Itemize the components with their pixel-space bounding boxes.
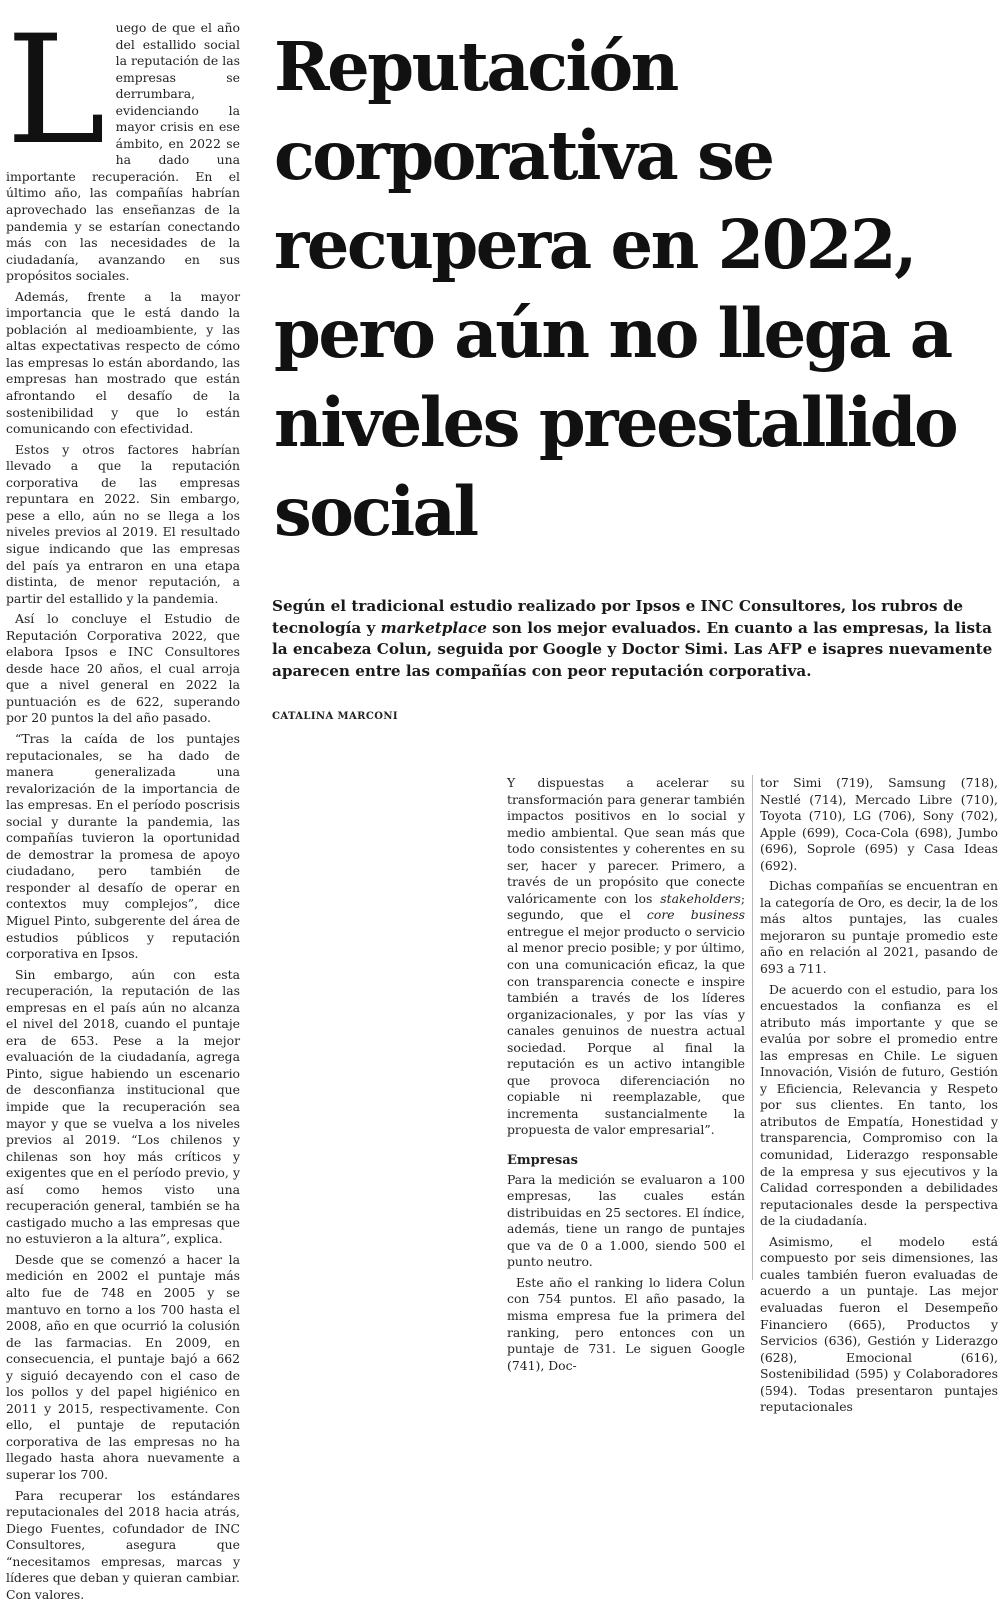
byline: CATALINA MARCONI [272, 711, 398, 722]
text-run: entregue el mejor producto o servicio al menor precio posible; y por último, con una comunicación eficaz, la que con transparencia conecte e inspire también a través de los líderes organizacionales, y por las vías y canales genuinos de nuestra actual sociedad. Porque al final la reputación es un activo intangible que provoca diferenciación no copiable ni reemplazable, que incrementa sustancialmente la propuesta de valor empresarial”. [507, 923, 745, 1138]
paragraph: Estos y otros factores habrían llevado a que la reputación corporativa de las empresas repuntara en 2022. Sin embargo, pese a ello, aún no se llega a los niveles previos al 2019. El resultado sigue indicando que las empresas del país ya entraron en una etapa distinta, de menor reputación, a partir del estallido y la pandemia. [6, 441, 240, 606]
standfirst-text-c: son los mejor evaluados. En cuanto a las empresas, la lista la encabeza Colun, seguida por Google y Doctor Simi. Las AFP e isapres nuevamente aparecen entre las compañías con peor reputación corporativa. [272, 618, 993, 680]
article-column-1 [6, 4, 240, 1607]
italic-run: stakeholders [660, 890, 741, 906]
paragraph: Desde que se comenzó a hacer la medición en 2002 el puntaje más alto fue de 748 en 2005 y se mantuvo en torno a los 700 hasta el 2008, año en que ocurrió la colusión de las farmacias. En 2009, en consecuencia, el puntaje bajó a 662 y siguió decayendo con el caso de los pollos y del papel higiénico en 2011 y 2015, respectivamente. Con ello, el puntaje de reputación corporativa de las empresas no ha llegado hasta ahora nuevamente a superar los 700. [6, 1251, 240, 1483]
paragraph: Asimismo, el modelo está compuesto por seis dimensiones, las cuales también fueron evaluadas de acuerdo a un puntaje. Las mejor evaluadas fueron el Desempeño Financiero (665), Productos y Servicios (636), Gestión y Liderazgo (628), Emocional (616), Sostenibilidad (595) y Colaboradores (594). Todas presentaron puntajes reputacionales [760, 1233, 998, 1415]
column-divider [752, 775, 753, 1280]
italic-run: core business [646, 907, 745, 923]
paragraph: tor Simi (719), Samsung (718), Nestlé (714), Mercado Libre (710), Toyota (710), LG (706), Sony (702), Apple (699), Coca-Cola (698), Jumbo (696), Soprole (695) y Casa Ideas (692). [760, 775, 998, 873]
article-column-3 [760, 775, 998, 1420]
paragraph: De acuerdo con el estudio, para los encuestados la confianza es el atributo más importante y que se evalúa por sobre el promedio entre las empresas en Chile. Le siguen Innovación, Visión de futuro, Gestión y Eficiencia, Relevancia y Respeto por sus clientes. En tanto, los atributos de Empatía, Honestidad y transparencia, Compromiso con la comunidad, Liderazgo responsable de la empresa y sus ejecutivos y la Calidad corresponden a debilidades reputacionales desde la perspectiva de la ciudadanía. [760, 981, 998, 1229]
text-run: ; segundo, que el [507, 890, 745, 923]
paragraph: uego de que el año del estallido social la reputación de las empresas se derrumbara, evidenciando la mayor crisis en ese ámbito, en 2022 se ha dado una importante recuperación. En el último año, las compañías habrían aprovechado las enseñanzas de la pandemia y se estarían conectando más con las necesidades de la ciudadanía, avanzando en sus propósitos sociales. [6, 20, 240, 284]
standfirst-italic: marketplace [380, 618, 487, 637]
paragraph: Así lo concluye el Estudio de Reputación Corporativa 2022, que elabora Ipsos e INC Consultores desde hace 20 años, el cual arroja que a nivel general en 2022 la puntuación es de 622, superando por 20 puntos la del año pasado. [6, 611, 240, 726]
headline: Reputación corporativa se recupera en 2022, pero aún no llega a niveles preestallido social [274, 27, 957, 551]
drop-cap: L [6, 4, 106, 178]
paragraph: Sin embargo, aún con esta recuperación, la reputación de las empresas en el país aún no alcanza el nivel del 2018, cuando el puntaje era de 653. Pese a la mejor evaluación de la ciudadanía, agrega Pinto, sigue habiendo un escenario de desconfianza institucional que impide que la recuperación sea mayor y que se vuelva a los niveles previos al 2019. “Los chilenos y chilenas son hoy más críticos y exigentes que en el período previo, y así como hemos visto una recuperación general, también se ha castigado mucho a las empresas que no estuvieron a la altura”, explica. [6, 966, 240, 1247]
paragraph: Además, frente a la mayor importancia que le está dando la población al medioambiente, y las altas expectativas respecto de cómo las empresas lo están abordando, las empresas han mostrado que están afrontando el desafío de la sostenibilidad y que lo están comunicando con efectividad. [6, 288, 240, 437]
paragraph: Este año el ranking lo lidera Colun con 754 puntos. El año pasado, la misma empresa fue la primera del ranking, pero entonces con un puntaje de 731. Le siguen Google (741), Doc- [507, 1274, 745, 1373]
paragraph: Dichas compañías se encuentran en la categoría de Oro, es decir, la de los más altos puntajes, las cuales mejoraron su puntaje promedio este año en relación al 2021, pasando de 693 a 711. [760, 878, 998, 977]
paragraph: “Tras la caída de los puntajes reputacionales, se ha dado de manera generalizada una revalorización de la importancia de las empresas. En el período poscrisis social y durante la pandemia, las compañías tuvieron la oportunidad de demostrar la promesa de apoyo ciudadano, pero también de responder al desafío de operar en contextos muy complejos”, dice Miguel Pinto, subgerente del área de estudios públicos y reputación corporativa en Ipsos. [6, 730, 240, 962]
text-run: Y dispuestas a acelerar su transformación para generar también impactos positivos en lo social y medio ambiental. Que sean más que todo consistentes y coherentes en su ser, hacer y parecer. Primero, a través de un propósito que conecte valóricamente con los [507, 775, 745, 906]
section-subhead: Empresas [507, 1153, 578, 1169]
standfirst [272, 596, 998, 682]
article-column-2 [507, 775, 745, 1378]
paragraph: Para la medición se evaluaron a 100 empresas, las cuales están distribuidas en 25 sectores. El índice, además, tiene un rango de puntajes que va de 0 a 1.000, siendo 500 el punto neutro. [507, 1171, 745, 1270]
paragraph [507, 775, 745, 1139]
paragraph: Para recuperar los estándares reputacionales del 2018 hacia atrás, Diego Fuentes, cofundador de INC Consultores, asegura que “necesitamos empresas, marcas y líderes que deban y quieran cambiar. Con valores. [6, 1487, 240, 1602]
standfirst-text-a: Según el tradicional estudio realizado por Ipsos e INC Consultores, los rubros de tecnología y [272, 597, 964, 637]
